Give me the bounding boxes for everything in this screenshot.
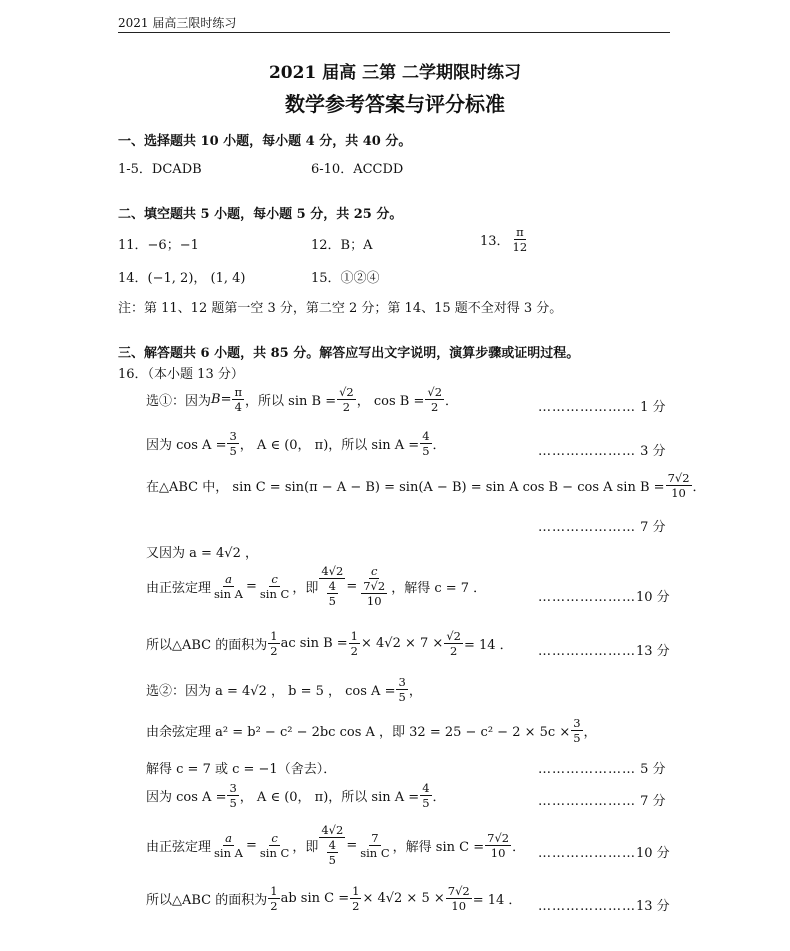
section2-heading: 二、填空题共 5 小题，每小题 5 分，共 25 分。 xyxy=(118,207,403,222)
score-5: ………………… 5 分 xyxy=(538,762,666,777)
step-law-of-sines-c: 由正弦定理 $\frac{a}{\text{sin A}}$ = $\frac{c}{\text{sin C}}$ ，即 $\frac{4√2}{\frac{4}{5}}$ = $\frac{c}{\frac{7√2}{10}}$ ，解得 c = 7 ． xyxy=(146,564,487,609)
step-law-of-sines-sinC: 由正弦定理 $\frac{a}{\text{sin A}}$ = $\frac{c}{\text{sin C}}$ ，即 $\frac{4√2}{\frac{4}{5}}$ = $\frac{7}{\text{sin C}}$ ，解得 sin C = $\frac{7√2}{10}$ ． xyxy=(146,823,526,868)
answer-q15: 15．①②④ xyxy=(311,271,380,286)
page-header: 2021 届高三限时练习 xyxy=(118,16,237,30)
answer-q13: 13． $\frac{\pi}{12}$ xyxy=(480,225,528,255)
score-3: ………………… 3 分 xyxy=(538,444,666,459)
step-choice2-given: 选②：因为 a = 4√2 ， b = 5 ， cos A = $\frac{3}{5}$ ， xyxy=(146,675,422,705)
answer-q14: 14．(−1, 2)， (1, 4) xyxy=(118,271,246,286)
step-choice1-sinB: 选①：因为 B = $\frac{\pi}{4}$ ，所以 sin B = $\frac{√2}{2}$ ， cos B = $\frac{√2}{2}$ ． xyxy=(146,385,459,415)
answer-q11: 11．−6；−1 xyxy=(118,238,199,253)
score-1: ………………… 1 分 xyxy=(538,400,666,415)
score-7b: ………………… 7 分 xyxy=(538,794,666,809)
score-10a: …………………10 分 xyxy=(538,590,670,605)
step-area-2: 所以△ABC 的面积为 $\frac{1}{2}$ ab sin C = $\frac{1}{2}$ × 4√2 × 5 × $\frac{7√2}{10}$ = 14 ． xyxy=(146,884,522,914)
scoring-note: 注：第 11、12 题第一空 3 分，第二空 2 分；第 14、15 题不全对得 3 分。 xyxy=(118,301,563,316)
section3-heading: 三、解答题共 6 小题，共 85 分。解答应写出文字说明，演算步骤或证明过程。 xyxy=(118,346,580,361)
step-law-of-cosines: 由余弦定理 a² = b² − c² − 2bc cos A ，即 32 = 25 − c² − 2 × 5c × $\frac{3}{5}$ ， xyxy=(146,716,597,746)
mc-answers-1-5: 1-5．DCADB xyxy=(118,162,202,177)
doc-title: 2021 届高 三第 二学期限时练习 xyxy=(268,63,522,83)
step-sinC: 在△ABC 中， sin C = sin(π − A − B) = sin(A − B) = sin A cos B − cos A sin B = $\frac{7√2}{10}$ ． xyxy=(146,471,706,501)
q16-label: 16．（本小题 13 分） xyxy=(118,367,244,382)
score-13a: …………………13 分 xyxy=(538,644,670,659)
header-divider xyxy=(118,32,670,33)
score-10b: …………………10 分 xyxy=(538,846,670,861)
score-13b: …………………13 分 xyxy=(538,899,670,914)
section1-heading: 一、选择题共 10 小题，每小题 4 分，共 40 分。 xyxy=(118,134,412,149)
step-area-1: 所以△ABC 的面积为 $\frac{1}{2}$ ac sin B = $\frac{1}{2}$ × 4√2 × 7 × $\frac{√2}{2}$ = 14 ． xyxy=(146,629,513,659)
score-7: ………………… 7 分 xyxy=(538,520,666,535)
step-sinA-2: 因为 cos A = $\frac{3}{5}$ ， A ∈ (0， π)，所以 sin A = $\frac{4}{5}$ ． xyxy=(146,781,446,811)
step-sinA: 因为 cos A = $\frac{3}{5}$ ， A ∈ (0， π)，所以 sin A = $\frac{4}{5}$ ． xyxy=(146,429,446,459)
step-solve-c: 解得 c = 7 或 c = −1（舍去）． xyxy=(146,762,337,777)
answer-q12: 12．B；A xyxy=(311,238,373,253)
doc-subtitle: 数学参考答案与评分标准 xyxy=(285,92,505,116)
step-given-a: 又因为 a = 4√2 ， xyxy=(146,546,258,561)
mc-answers-6-10: 6-10．ACCDD xyxy=(311,162,404,177)
